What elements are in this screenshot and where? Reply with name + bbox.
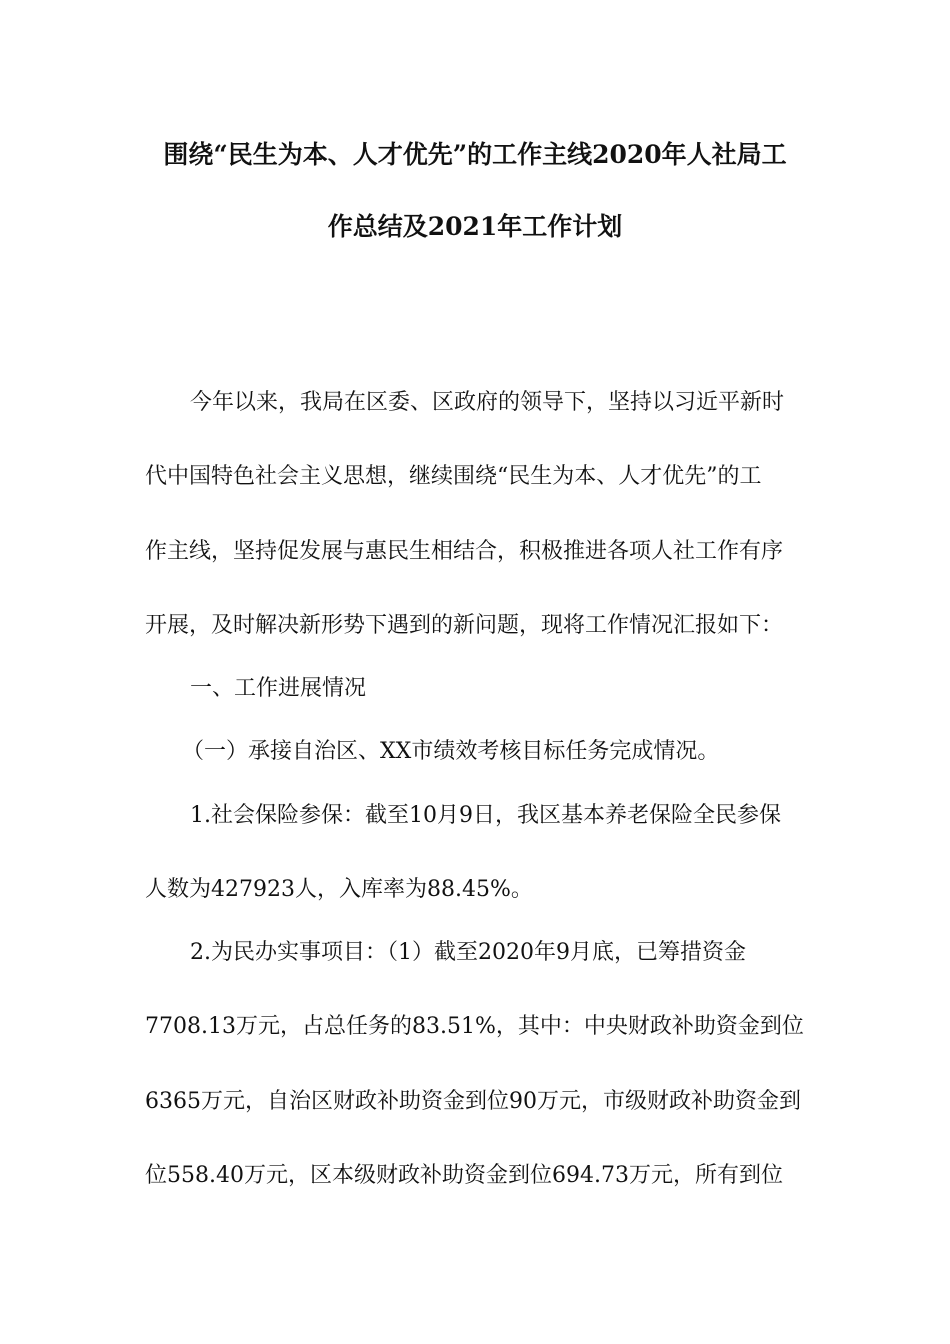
paragraph-line: 作主线，坚持促发展与惠民生相结合，积极推进各项人社工作有序	[145, 539, 784, 564]
paragraph-line: 代中国特色社会主义思想，继续围绕“民生为本、人才优先”的工	[145, 464, 762, 489]
section-heading: 一、工作进展情况	[190, 676, 367, 701]
document-title-line-1: 围绕“民生为本、人才优先”的工作主线2020年人社局工	[163, 140, 787, 169]
paragraph-line: 人数为427923人，入库率为88.45%。	[145, 877, 533, 902]
subsection-heading: （一）承接自治区、XX市绩效考核目标任务完成情况。	[182, 739, 720, 764]
paragraph-line: 位558.40万元，区本级财政补助资金到位694.73万元，所有到位	[145, 1163, 783, 1188]
paragraph-line: 2.为民办实事项目：（1）截至2020年9月底，已筹措资金	[190, 940, 746, 965]
paragraph-line: 1.社会保险参保：截至10月9日，我区基本养老保险全民参保	[190, 803, 781, 828]
paragraph-line: 6365万元，自治区财政补助资金到位90万元，市级财政补助资金到	[145, 1089, 801, 1114]
paragraph-line: 今年以来，我局在区委、区政府的领导下，坚持以习近平新时	[190, 390, 785, 415]
document-title-line-2: 作总结及2021年工作计划	[327, 212, 623, 241]
paragraph-line: 开展，及时解决新形势下遇到的新问题，现将工作情况汇报如下：	[145, 613, 784, 638]
paragraph-line: 7708.13万元，占总任务的83.51%，其中：中央财政补助资金到位	[145, 1014, 804, 1039]
